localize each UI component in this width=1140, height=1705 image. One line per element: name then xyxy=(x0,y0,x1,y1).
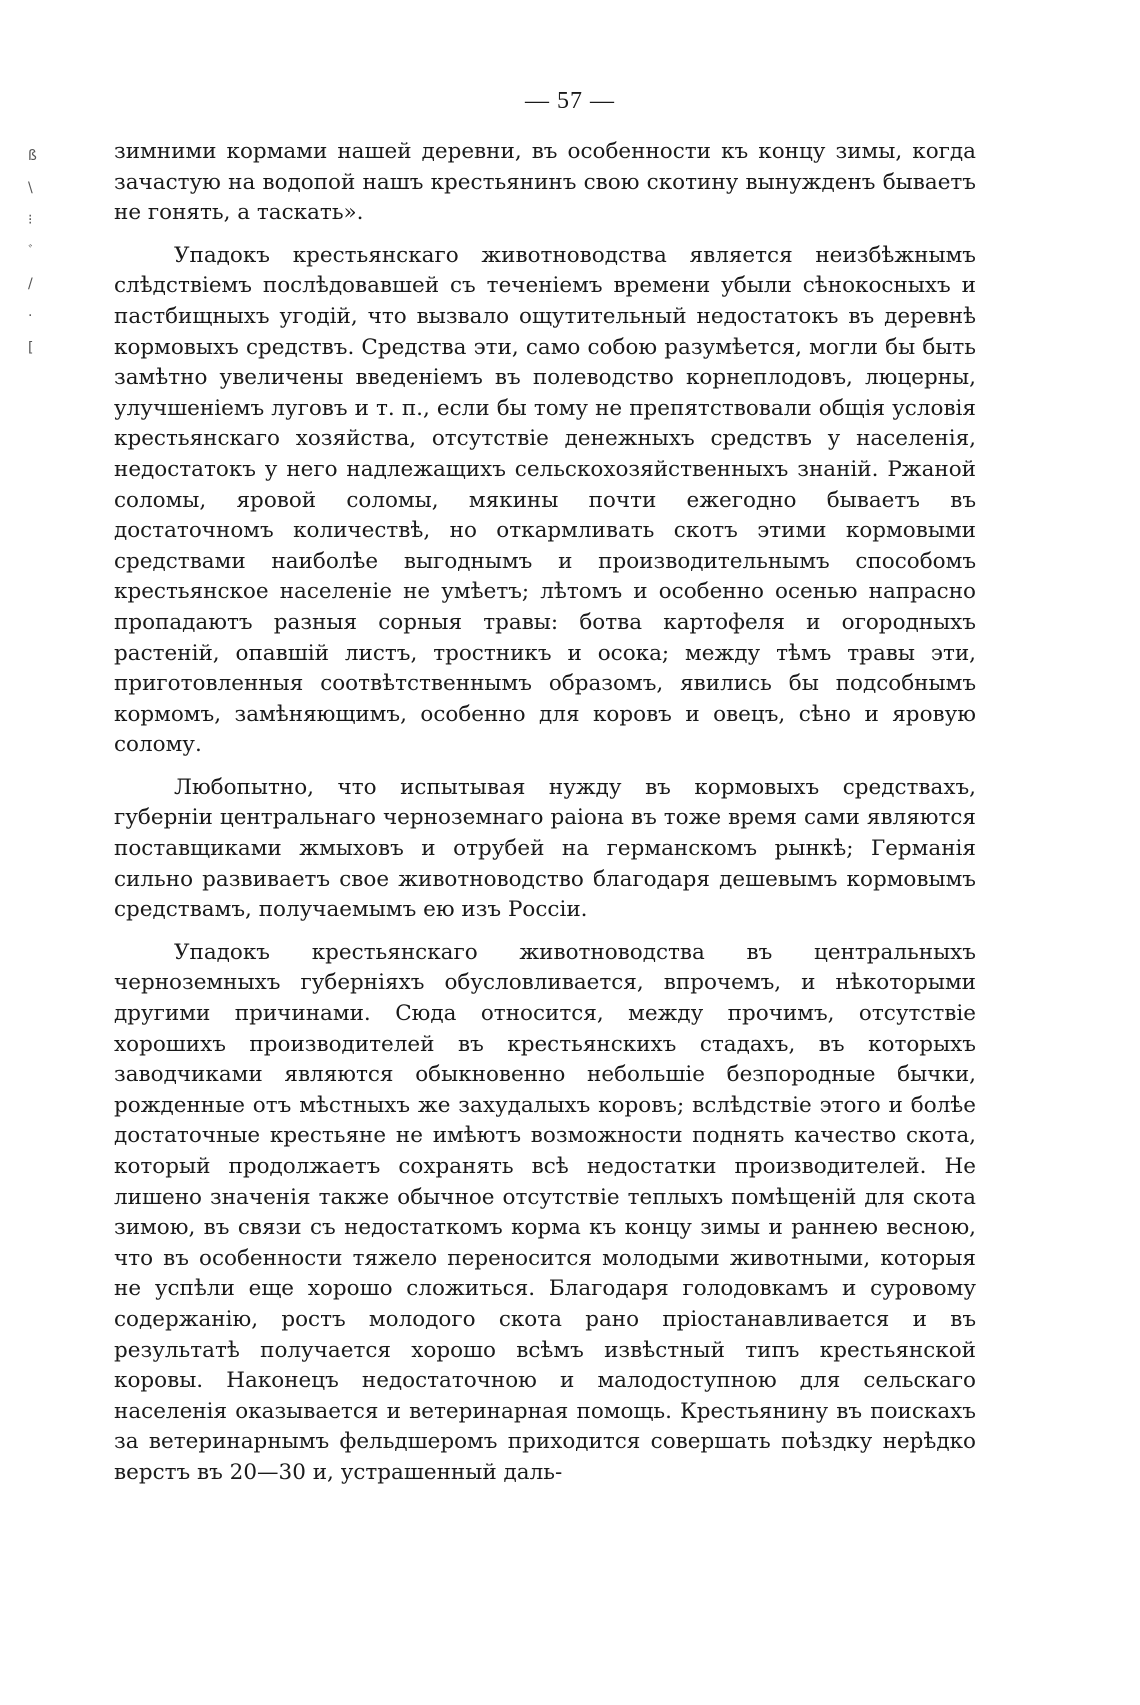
margin-mark: ß xyxy=(28,148,37,164)
margin-mark: ⁝ xyxy=(28,212,33,228)
margin-mark: / xyxy=(28,276,33,292)
margin-mark: \ xyxy=(28,180,33,196)
paragraph: Любопытно, что испытывая нужду въ кормовыхъ средствахъ, губерніи центральнаго черноземнаго раіона въ тоже время сами являются поставщиками жмыховъ и отрубей на германскомъ рынкѣ; Германія сильно развиваетъ свое животноводство благодаря дешевымъ кормовымъ средствамъ, получаемымъ ею изъ Россіи. xyxy=(114,774,976,923)
paragraph-continuation: зимними кормами нашей деревни, въ особенности къ концу зимы, когда зачастую на водопой нашъ крестьянинъ свою скотину вынужденъ бываетъ не гонять, а таскать». xyxy=(114,139,976,226)
margin-mark: [ xyxy=(28,340,34,356)
margin-mark: ﾞ xyxy=(28,244,35,260)
margin-marks xyxy=(28,140,42,364)
page-number: — 57 — xyxy=(525,88,615,114)
margin-mark: ⋅ xyxy=(28,308,33,324)
paragraph: Упадокъ крестьянскаго животноводства въ центральныхъ черноземныхъ губерніяхъ обусловливается, впрочемъ, и нѣкоторыми другими причинами. Сюда относится, между прочимъ, отсутствіе хорошихъ производителей въ крестьянскихъ стадахъ, въ которыхъ заводчиками являются обыкновенно небольшіе безпородные бычки, рожденные отъ мѣстныхъ же захудалыхъ коровъ; вслѣдствіе этого и болѣе достаточные крестьяне не имѣютъ возможности поднять качество скота, который продолжаетъ сохранять всѣ недостатки производителей. Не лишено значенія также обычное отсутствіе теплыхъ помѣщеній для скота зимою, въ связи съ недостаткомъ корма къ концу зимы и раннею весною, что въ особенности тяжело переносится молодыми животными, которыя не успѣли еще хорошо сложиться. Благодаря голодовкамъ и суровому содержанію, ростъ молодого скота рано пріостанавливается и въ результатѣ получается хорошо всѣмъ извѣстный типъ крестьянской коровы. Наконецъ недостаточною и малодоступною для сельскаго населенія оказывается и ветеринарная помощь. Крестьянину въ поискахъ за ветеринарнымъ фельдшеромъ приходится совершать поѣздку нерѣдко верстъ въ 20—30 и, устрашенный даль- xyxy=(114,939,976,1485)
paragraph: Упадокъ крестьянскаго животноводства является неизбѣжнымъ слѣдствіемъ послѣдовавшей съ теченіемъ времени убыли сѣнокосныхъ и пастбищныхъ угодій, что вызвало ощутительный недостатокъ въ деревнѣ кормовыхъ средствъ. Средства эти, само собою разумѣется, могли бы быть замѣтно увеличены введеніемъ въ полеводство корнеплодовъ, люцерны, улучшеніемъ луговъ и т. п., если бы тому не препятствовали общія условія крестьянскаго хозяйства, отсутствіе денежныхъ средствъ у населенія, недостатокъ у него надлежащихъ сельскохозяйственныхъ знаній. Ржаной соломы, яровой соломы, мякины почти ежегодно бываетъ въ достаточномъ количествѣ, но откармливать скотъ этими кормовыми средствами наиболѣе выгоднымъ и производительнымъ способомъ крестьянское населеніе не умѣетъ; лѣтомъ и особенно осенью напрасно пропадаютъ разныя сорныя травы: ботва картофеля и огородныхъ растеній, опавшій листъ, тростникъ и осока; между тѣмъ травы эти, приготовленныя соотвѣтственнымъ образомъ, явились бы подсобнымъ кормомъ, замѣняющимъ, особенно для коровъ и овецъ, сѣно и яровую солому. xyxy=(114,242,976,758)
body-text xyxy=(114,137,976,1501)
